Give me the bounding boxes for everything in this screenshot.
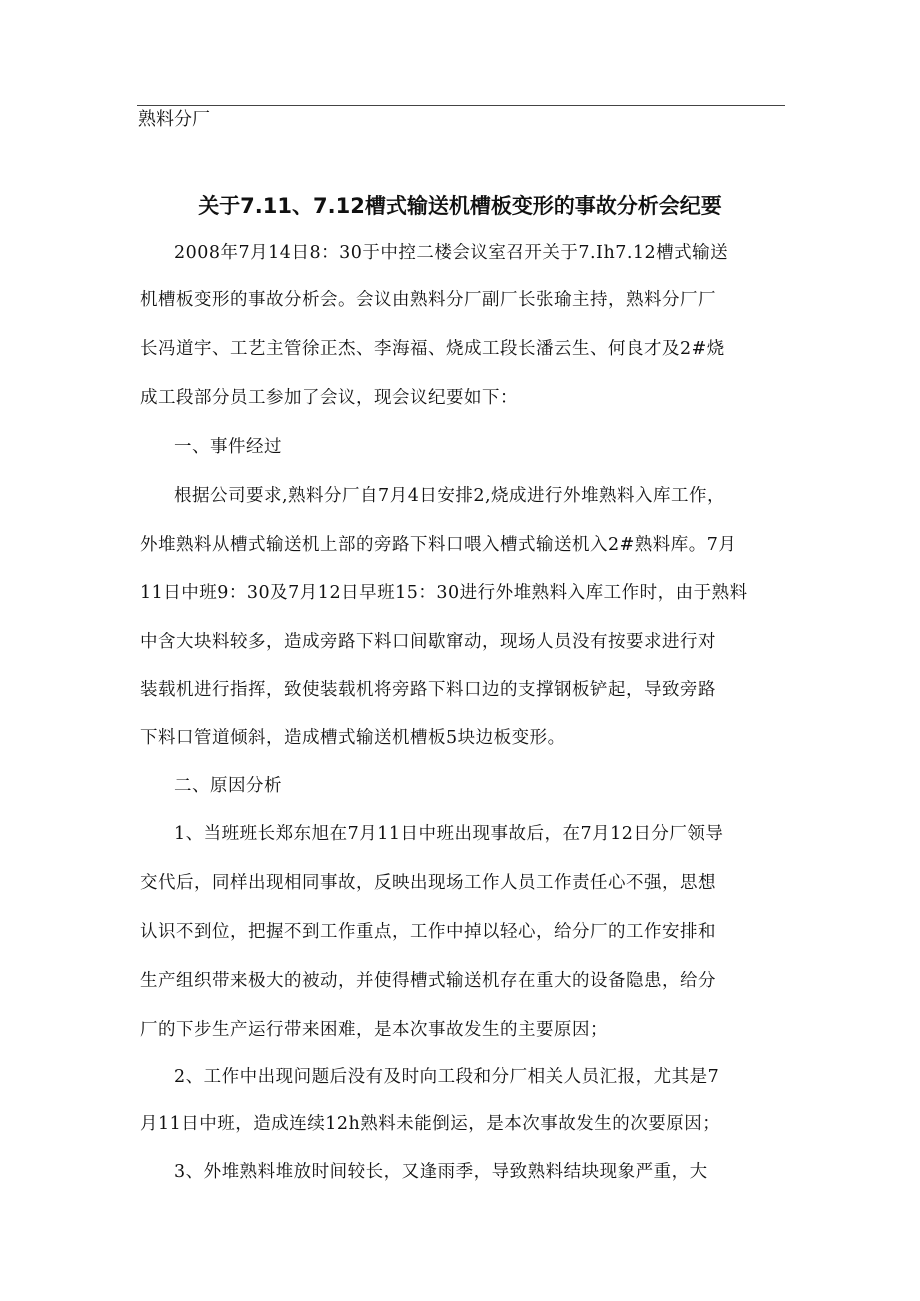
body-line: 1、当班班长郑东旭在7月11日中班出现事故后，在7月12日分厂领导 xyxy=(174,824,724,844)
body-line: 厂的下步生产运行带来困难，是本次事故发生的主要原因； xyxy=(140,1020,608,1040)
body-line: 月11日中班，造成连续12h熟料未能倒运，是本次事故发生的次要原因； xyxy=(140,1114,721,1134)
body-line: 装载机进行指挥，致使装载机将旁路下料口边的支撑钢板铲起，导致旁路 xyxy=(140,680,716,700)
document-title: 关于7.11、7.12槽式输送机槽板变形的事故分析会纪要 xyxy=(198,194,722,218)
body-line: 下料口管道倾斜，造成槽式输送机槽板5块边板变形。 xyxy=(140,728,566,748)
page-header: 熟料分厂 xyxy=(138,109,210,130)
body-line: 3、外堆熟料堆放时间较长，又逢雨季，导致熟料结块现象严重，大 xyxy=(174,1162,708,1182)
body-line: 生产组织带来极大的被动，并使得槽式输送机存在重大的设备隐患，给分 xyxy=(140,971,716,991)
body-line: 外堆熟料从槽式输送机上部的旁路下料口喂入槽式输送机入2#熟料库。7月 xyxy=(140,535,737,555)
body-line: 机槽板变形的事故分析会。会议由熟料分厂副厂长张瑜主持，熟料分厂厂 xyxy=(140,290,716,310)
header-rule xyxy=(137,105,785,106)
section-heading: 一、事件经过 xyxy=(174,437,282,457)
body-line: 长冯道宇、工艺主管徐正杰、李海福、烧成工段长潘云生、何良才及2#烧 xyxy=(140,339,725,359)
body-line: 成工段部分员工参加了会议，现会议纪要如下： xyxy=(140,388,518,408)
body-line: 根据公司要求,熟料分厂自7月4日安排2,烧成进行外堆熟料入库工作， xyxy=(174,486,726,506)
body-line: 2008年7月14日8：30于中控二楼会议室召开关于7.Ih7.12槽式输送 xyxy=(174,243,729,263)
section-heading: 二、原因分析 xyxy=(174,776,282,796)
body-line: 交代后，同样出现相同事故，反映出现场工作人员工作责任心不强，思想 xyxy=(140,873,716,893)
body-line: 认识不到位，把握不到工作重点，工作中掉以轻心，给分厂的工作安排和 xyxy=(140,922,716,942)
body-line: 2、工作中出现问题后没有及时向工段和分厂相关人员汇报，尤其是7 xyxy=(174,1067,720,1087)
body-line: 11日中班9：30及7月12日早班15：30进行外堆熟料入库工作时，由于熟料 xyxy=(140,583,748,603)
body-line: 中含大块料较多，造成旁路下料口间歇窜动，现场人员没有按要求进行对 xyxy=(140,632,716,652)
